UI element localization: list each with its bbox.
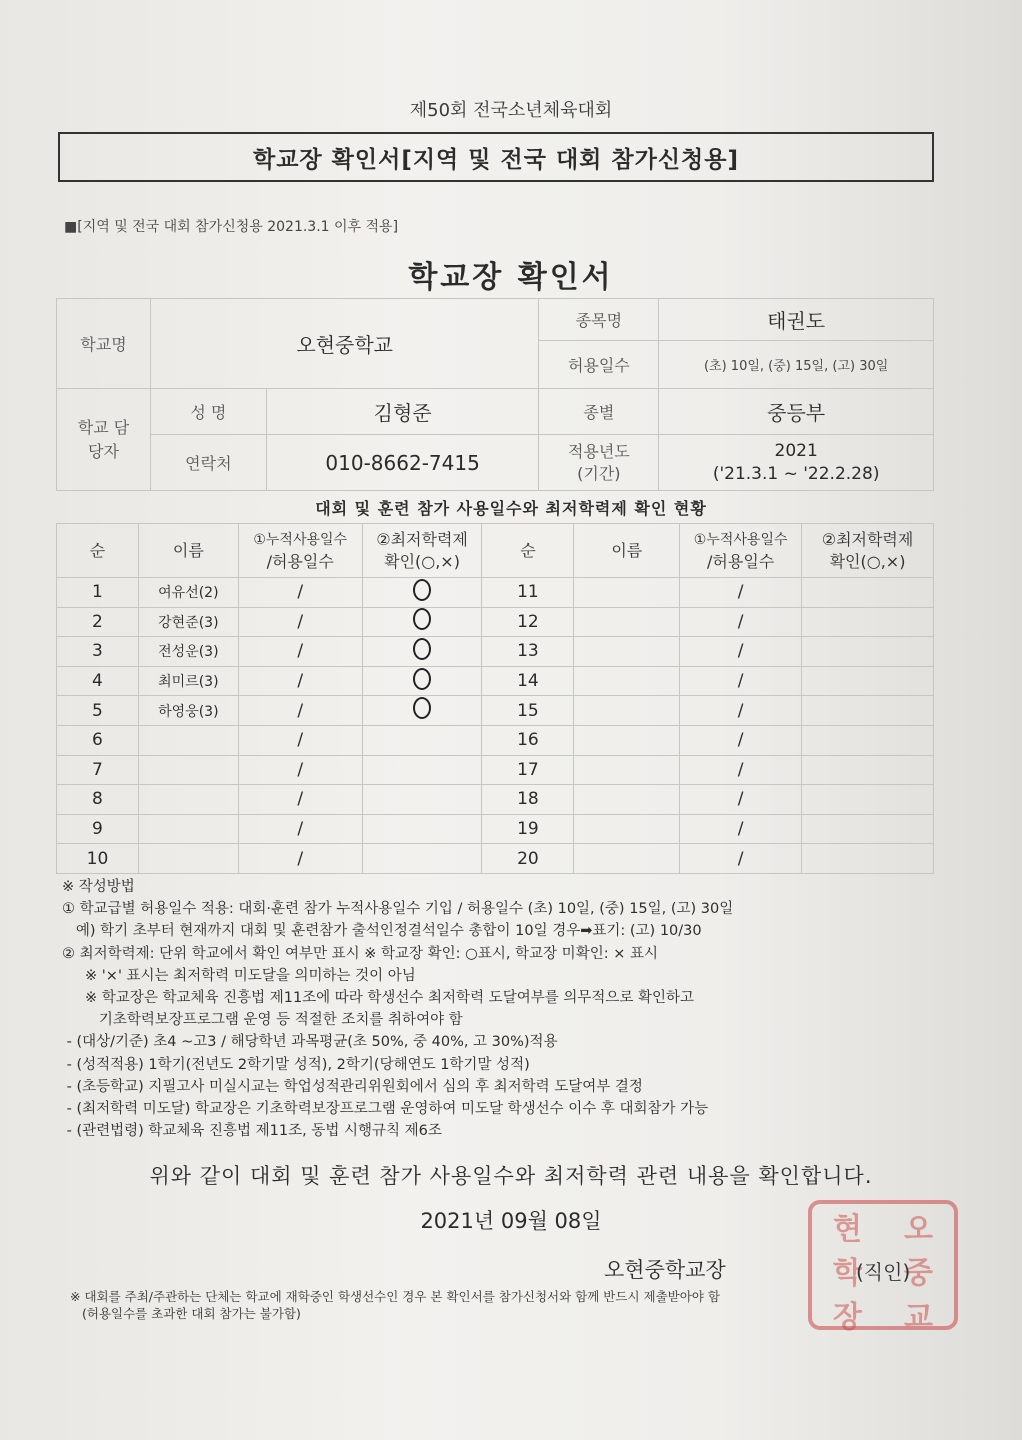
row-name [574,725,680,755]
row-check [362,578,482,608]
header-check-line2: 확인(○,×) [384,551,460,571]
header-days-line2: /허용일수 [707,551,775,571]
table-row [57,696,934,726]
row-check [802,696,934,726]
row-no: 16 [482,725,574,755]
manager-label: 학교 담당자 [57,389,151,491]
row-check [802,844,934,874]
instruction-line: 기초학력보장프로그램 운영 등 적절한 조치를 취하여야 함 [62,1012,463,1029]
instruction-line: ※ 작성방법 [62,879,135,895]
applicability-notice: ■[지역 및 전국 대회 참가신청용 2021.3.1 이후 적용] [64,219,399,235]
year-label-line1: 적용년도 [567,441,630,461]
row-name [574,844,680,874]
row-no: 6 [57,725,139,755]
footnote-line-1: ※ 대회를 주최/주관하는 단체는 학교에 재학중인 학생선수인 경우 본 확인서를 참가신청서와 함께 반드시 제출받아야 함 [70,1289,720,1304]
row-days: / [680,725,802,755]
row-days: / [680,844,802,874]
header-check-line1: ②최저학력제 [376,529,468,549]
row-check [362,814,482,844]
seal-character: 중 [904,1256,933,1291]
row-days: / [680,607,802,637]
instruction-line: - (초등학교) 지필고사 미실시교는 학업성적관리위원회에서 심의 후 최저학력 도달여부 결정 [62,1078,643,1095]
row-name: 최미르(3) [138,666,238,696]
row-days: / [238,666,362,696]
row-name [574,785,680,815]
table-row [57,607,934,637]
header-days-line1: ①누적사용일수 [693,531,788,548]
header-days-left [238,524,362,578]
info-table [56,298,934,491]
instruction-line: - (성적적용) 1학기(전년도 2학기말 성적), 2학기(당해연도 1학기말 성적) [62,1056,530,1073]
row-days: / [238,844,362,874]
instruction-line: - (대상/기준) 초4 ~고3 / 해당학년 과목평균(초 50%, 중 40%, 고 30%)적용 [62,1034,558,1051]
row-name [574,666,680,696]
row-no: 19 [482,814,574,844]
row-check [362,844,482,874]
row-name [574,696,680,726]
row-no: 20 [482,844,574,874]
row-no: 3 [57,637,139,667]
row-check [802,755,934,785]
contact-value: 010-8662-7415 [266,435,539,491]
table-row [57,844,934,874]
allowed-days-value: (초) 10일, (중) 15일, (고) 30일 [659,341,934,389]
row-check [362,696,482,726]
seal-character: 오 [904,1212,933,1247]
row-name [574,607,680,637]
row-check [362,785,482,815]
row-no: 13 [482,637,574,667]
document-title: 학교장 확인서 [408,260,614,295]
row-days: / [238,755,362,785]
row-check [362,755,482,785]
row-days: / [680,637,802,667]
boxed-title: 학교장 확인서[지역 및 전국 대회 참가신청용] [58,132,934,182]
table-row [57,637,934,667]
check-circle-icon [413,579,431,601]
issue-date: 2021년 09월 08일 [420,1209,602,1233]
header-name-left: 이름 [138,524,238,578]
row-days: / [680,666,802,696]
principal-signature: 오현중학교장 [604,1258,726,1282]
row-check [362,637,482,667]
header-no-right: 순 [482,524,574,578]
instructions [62,876,942,1142]
row-days: / [238,725,362,755]
row-name [138,755,238,785]
row-check [802,666,934,696]
instruction-line: ※ '×' 표시는 최저학력 미도달을 의미하는 것이 아님 [62,967,416,984]
section-title: 대회 및 훈련 참가 사용일수와 최저학력제 확인 현황 [315,499,707,518]
row-no: 5 [57,696,139,726]
table-row [57,578,934,608]
row-no: 18 [482,785,574,815]
row-name: 하영웅(3) [138,696,238,726]
header-check-line1: ②최저학력제 [821,529,914,549]
division-label: 종별 [539,389,659,435]
year-cell [659,435,934,491]
header-days-line1: ①누적사용일수 [253,531,348,548]
name-label: 성 명 [150,389,266,435]
instruction-line: ※ 학교장은 학교체육 진흥법 제11조에 따라 학생선수 최저학력 도달여부를 의무적으로 확인하고 [62,990,694,1007]
table-row [57,785,934,815]
confirmation-statement: 위와 같이 대회 및 훈련 참가 사용일수와 최저학력 관련 내용을 확인합니다. [149,1164,873,1188]
row-name: 강현준(3) [138,607,238,637]
row-no: 15 [482,696,574,726]
row-name [138,725,238,755]
year-label-line2: (기간) [577,463,621,483]
row-days: / [680,578,802,608]
row-no: 9 [57,814,139,844]
row-no: 2 [57,607,139,637]
row-no: 10 [57,844,139,874]
row-no: 12 [482,607,574,637]
seal-character: 학 [833,1256,862,1291]
check-circle-icon [413,638,431,660]
row-name [574,637,680,667]
allowed-days-label: 허용일수 [539,341,659,389]
row-days: / [680,696,802,726]
seal-character: 현 [833,1212,862,1247]
row-no: 11 [482,578,574,608]
row-name [574,814,680,844]
sport-label: 종목명 [539,299,659,341]
check-circle-icon [413,668,431,690]
header-no-left: 순 [57,524,139,578]
header-days-line2: /허용일수 [266,551,334,571]
event-title: 제50회 전국소년체육대회 [409,100,613,121]
row-check [362,666,482,696]
row-days: / [680,785,802,815]
row-check [802,637,934,667]
row-days: / [238,578,362,608]
contact-label: 연락처 [150,435,266,491]
header-days-right [680,524,802,578]
division-value: 중등부 [659,389,934,435]
header-name-right: 이름 [574,524,680,578]
row-no: 8 [57,785,139,815]
seal-character: 교 [904,1300,933,1335]
row-days: / [238,637,362,667]
footnote-line-2: (허용일수를 초과한 대회 참가는 불가함) [82,1306,301,1321]
instruction-line: ② 최저학력제: 단위 학교에서 확인 여부만 표시 ※ 학교장 확인: ○표시, 학교장 미확인: × 표시 [62,945,658,962]
header-check-line2: 확인(○,×) [829,551,906,571]
row-days: / [680,755,802,785]
row-days: / [238,696,362,726]
row-name [574,755,680,785]
instruction-line: - (관련법령) 학교체육 진흥법 제11조, 동법 시행규칙 제6조 [62,1123,442,1140]
row-no: 4 [57,666,139,696]
row-check [362,725,482,755]
row-name [138,844,238,874]
seal-character: 장 [833,1300,862,1335]
row-name: 전성운(3) [138,637,238,667]
table-row [57,755,934,785]
row-name [138,814,238,844]
sport-value: 태권도 [659,299,934,341]
school-value: 오현중학교 [150,299,539,389]
participants-table [56,523,934,874]
year-value: 2021 [774,440,818,461]
table-row [57,814,934,844]
row-name: 여유선(2) [138,578,238,608]
row-check [802,725,934,755]
seal-label: (직인) [856,1260,911,1284]
row-days: / [238,607,362,637]
row-days: / [238,785,362,815]
check-circle-icon [413,608,431,630]
table-row [57,666,934,696]
instruction-line: ① 학교급별 허용일수 적용: 대회·훈련 참가 누적사용일수 기입 / 허용일수 (초) 10일, (중) 15일, (고) 30일 [62,901,734,918]
instruction-line: 예) 학기 초부터 현재까지 대회 및 훈련참가 출석인정결석일수 총합이 10일 경우➡표기: (고) 10/30 [62,923,702,940]
name-value: 김형준 [266,389,539,435]
row-no: 17 [482,755,574,785]
instruction-line: - (최저학력 미도달) 학교장은 기초학력보장프로그램 운영하여 미도달 학생선수 이수 후 대회참가 가능 [62,1101,709,1118]
row-check [802,578,934,608]
period-value: ('21.3.1 ~ '22.2.28) [712,463,880,484]
table-row [57,725,934,755]
row-check [802,607,934,637]
header-check-right [802,524,934,578]
year-label [539,435,659,491]
row-name [574,578,680,608]
row-check [802,814,934,844]
row-name [138,785,238,815]
header-check-left [362,524,482,578]
check-circle-icon [413,697,431,719]
row-days: / [680,814,802,844]
row-check [362,607,482,637]
footnote [70,1288,950,1322]
row-no: 14 [482,666,574,696]
row-check [802,785,934,815]
row-no: 7 [57,755,139,785]
row-days: / [238,814,362,844]
row-no: 1 [57,578,139,608]
school-label: 학교명 [57,299,151,389]
